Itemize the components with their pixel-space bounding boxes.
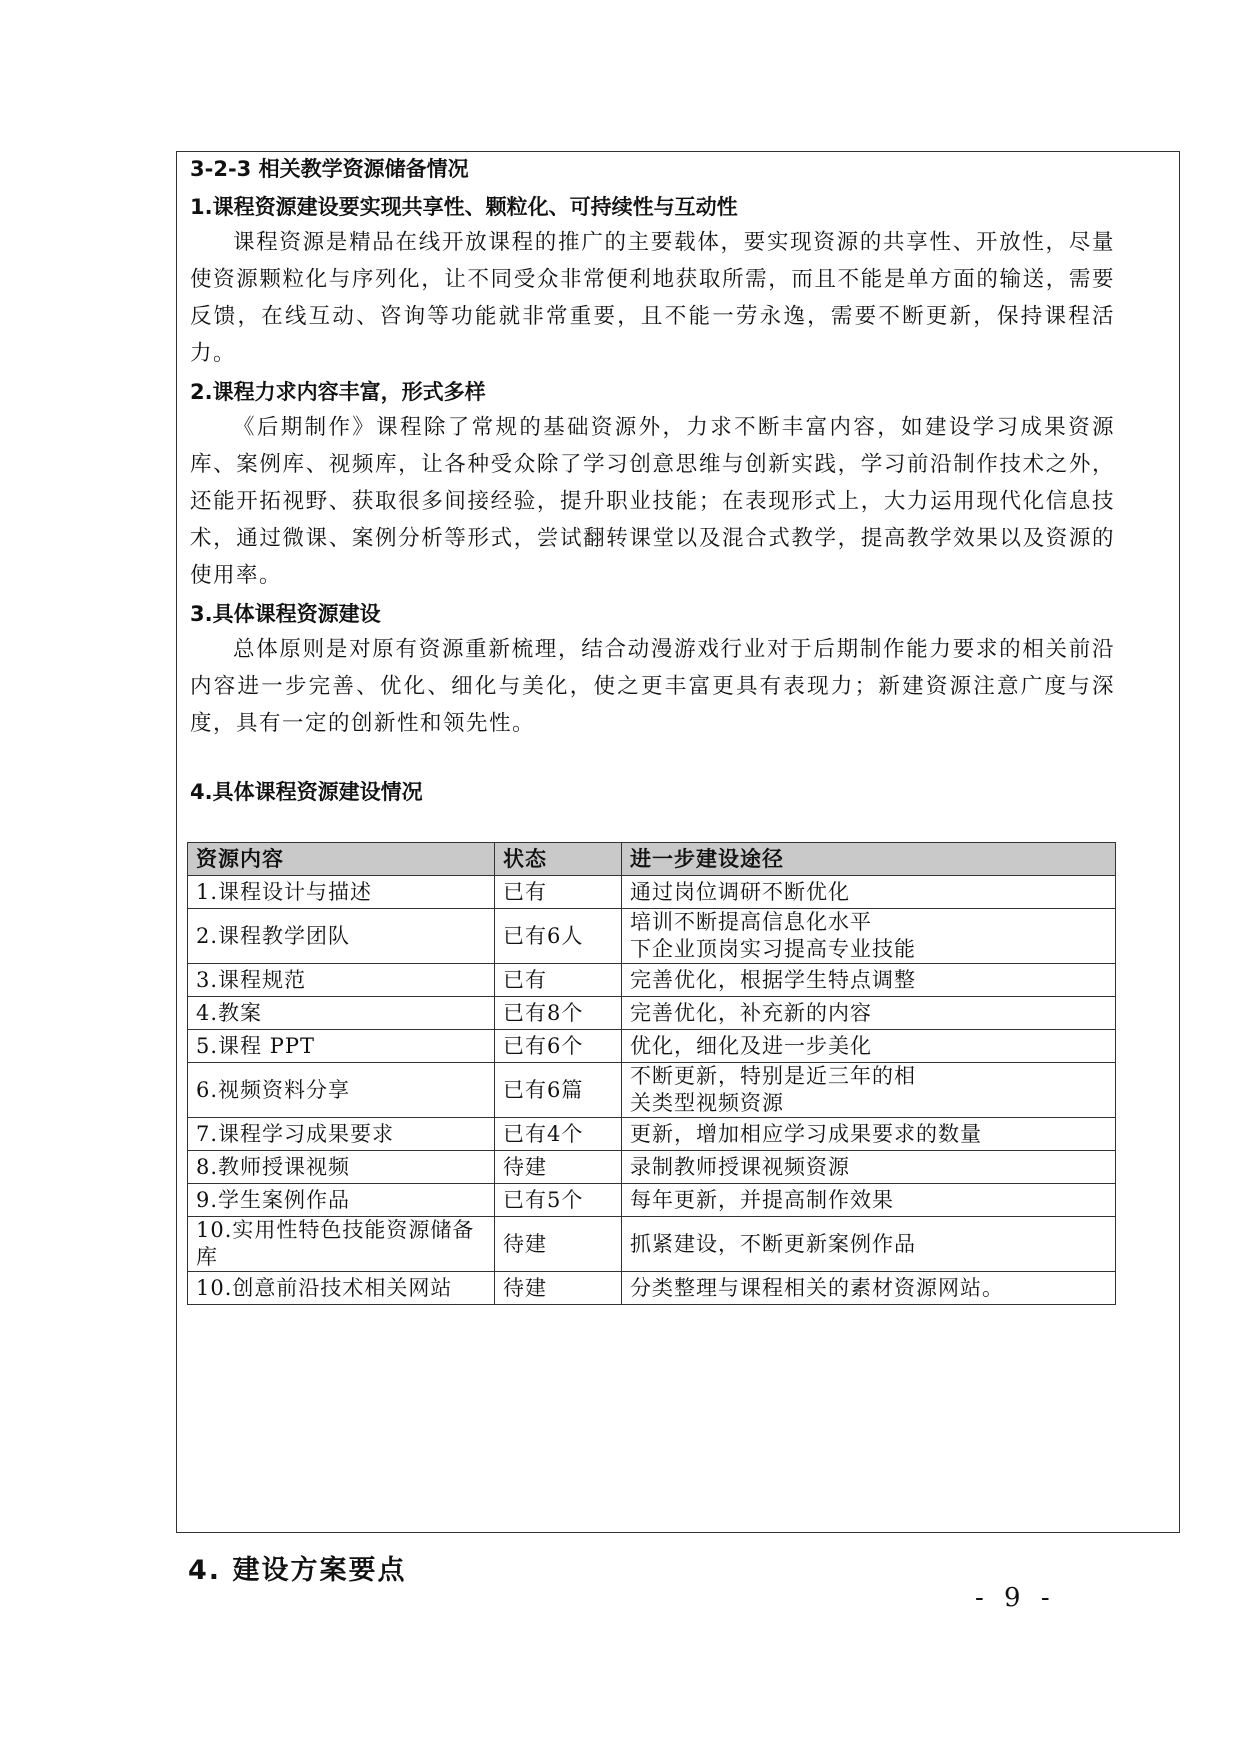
section-title: 3-2-3 相关教学资源储备情况 — [190, 157, 469, 181]
cell-resource: 10.创意前沿技术相关网站 — [188, 1272, 495, 1305]
cell-resource: 6.视频资料分享 — [188, 1063, 495, 1118]
cell-status: 已有6人 — [495, 909, 622, 964]
heading-1: 1.课程资源建设要实现共享性、颗粒化、可持续性与互动性 — [190, 195, 738, 219]
header-approach: 进一步建设途径 — [622, 843, 1116, 876]
table-row — [188, 964, 1116, 997]
cell-status: 已有 — [495, 964, 622, 997]
table-heading: 4.具体课程资源建设情况 — [190, 780, 423, 804]
table-row — [188, 1151, 1116, 1184]
cell-resource: 8.教师授课视频 — [188, 1151, 495, 1184]
cell-approach: 通过岗位调研不断优化 — [622, 876, 1116, 909]
cell-resource: 1.课程设计与描述 — [188, 876, 495, 909]
paragraph-2: 《后期制作》课程除了常规的基础资源外，力求不断丰富内容，如建设学习成果资源库、案例库、视频库，让各种受众除了学习创意思维与创新实践，学习前沿制作技术之外，还能开拓视野、获取很多间接经验，提升职业技能；在表现形式上，大力运用现代化信息技术，通过微课、案例分析等形式，尝试翻转课堂以及混合式教学，提高教学效果以及资源的使用率。 — [190, 415, 1115, 588]
header-resource: 资源内容 — [188, 843, 495, 876]
cell-status: 已有8个 — [495, 997, 622, 1030]
table-row — [188, 1272, 1116, 1305]
table-row — [188, 1184, 1116, 1217]
table-row — [188, 909, 1116, 964]
cell-resource: 4.教案 — [188, 997, 495, 1030]
cell-status: 已有5个 — [495, 1184, 622, 1217]
cell-approach: 分类整理与课程相关的素材资源网站。 — [622, 1272, 1116, 1305]
heading-3: 3.具体课程资源建设 — [190, 602, 381, 626]
cell-approach: 不断更新，特别是近三年的相 关类型视频资源 — [622, 1063, 1116, 1118]
cell-resource: 2.课程教学团队 — [188, 909, 495, 964]
table-row — [188, 1030, 1116, 1063]
header-status: 状态 — [495, 843, 622, 876]
table-row — [188, 1063, 1116, 1118]
paragraph-1: 课程资源是精品在线开放课程的推广的主要载体，要实现资源的共享性、开放性，尽量使资源颗粒化与序列化，让不同受众非常便利地获取所需，而且不能是单方面的输送，需要反馈，在线互动、咨询等功能就非常重要，且不能一劳永逸，需要不断更新，保持课程活力。 — [190, 230, 1115, 366]
cell-approach: 录制教师授课视频资源 — [622, 1151, 1116, 1184]
cell-approach: 培训不断提高信息化水平 下企业顶岗实习提高专业技能 — [622, 909, 1116, 964]
table-row — [188, 997, 1116, 1030]
cell-status: 待建 — [495, 1217, 622, 1272]
cell-resource: 9.学生案例作品 — [188, 1184, 495, 1217]
table-row — [188, 876, 1116, 909]
cell-approach: 抓紧建设，不断更新案例作品 — [622, 1217, 1116, 1272]
paragraph-3: 总体原则是对原有资源重新梳理，结合动漫游戏行业对于后期制作能力要求的相关前沿内容进一步完善、优化、细化与美化，使之更丰富更具有表现力；新建资源注意广度与深度，具有一定的创新性和领先性。 — [190, 637, 1115, 736]
cell-status: 待建 — [495, 1151, 622, 1184]
heading-2: 2.课程力求内容丰富，形式多样 — [190, 380, 486, 404]
page-number: - 9 - — [975, 1583, 1056, 1613]
table-row — [188, 1118, 1116, 1151]
cell-approach: 每年更新，并提高制作效果 — [622, 1184, 1116, 1217]
cell-resource: 5.课程 PPT — [188, 1030, 495, 1063]
cell-resource: 3.课程规范 — [188, 964, 495, 997]
table-header-row — [188, 843, 1116, 876]
cell-status: 已有6篇 — [495, 1063, 622, 1118]
cell-status: 已有4个 — [495, 1118, 622, 1151]
cell-approach: 优化，细化及进一步美化 — [622, 1030, 1116, 1063]
cell-status: 已有6个 — [495, 1030, 622, 1063]
resource-table — [187, 842, 1116, 1305]
bottom-heading: 4. 建设方案要点 — [188, 1555, 407, 1586]
cell-approach: 完善优化，根据学生特点调整 — [622, 964, 1116, 997]
cell-status: 待建 — [495, 1272, 622, 1305]
table-row — [188, 1217, 1116, 1272]
cell-status: 已有 — [495, 876, 622, 909]
cell-resource: 7.课程学习成果要求 — [188, 1118, 495, 1151]
cell-resource: 10.实用性特色技能资源储备库 — [188, 1217, 495, 1272]
cell-approach: 更新，增加相应学习成果要求的数量 — [622, 1118, 1116, 1151]
cell-approach: 完善优化，补充新的内容 — [622, 997, 1116, 1030]
